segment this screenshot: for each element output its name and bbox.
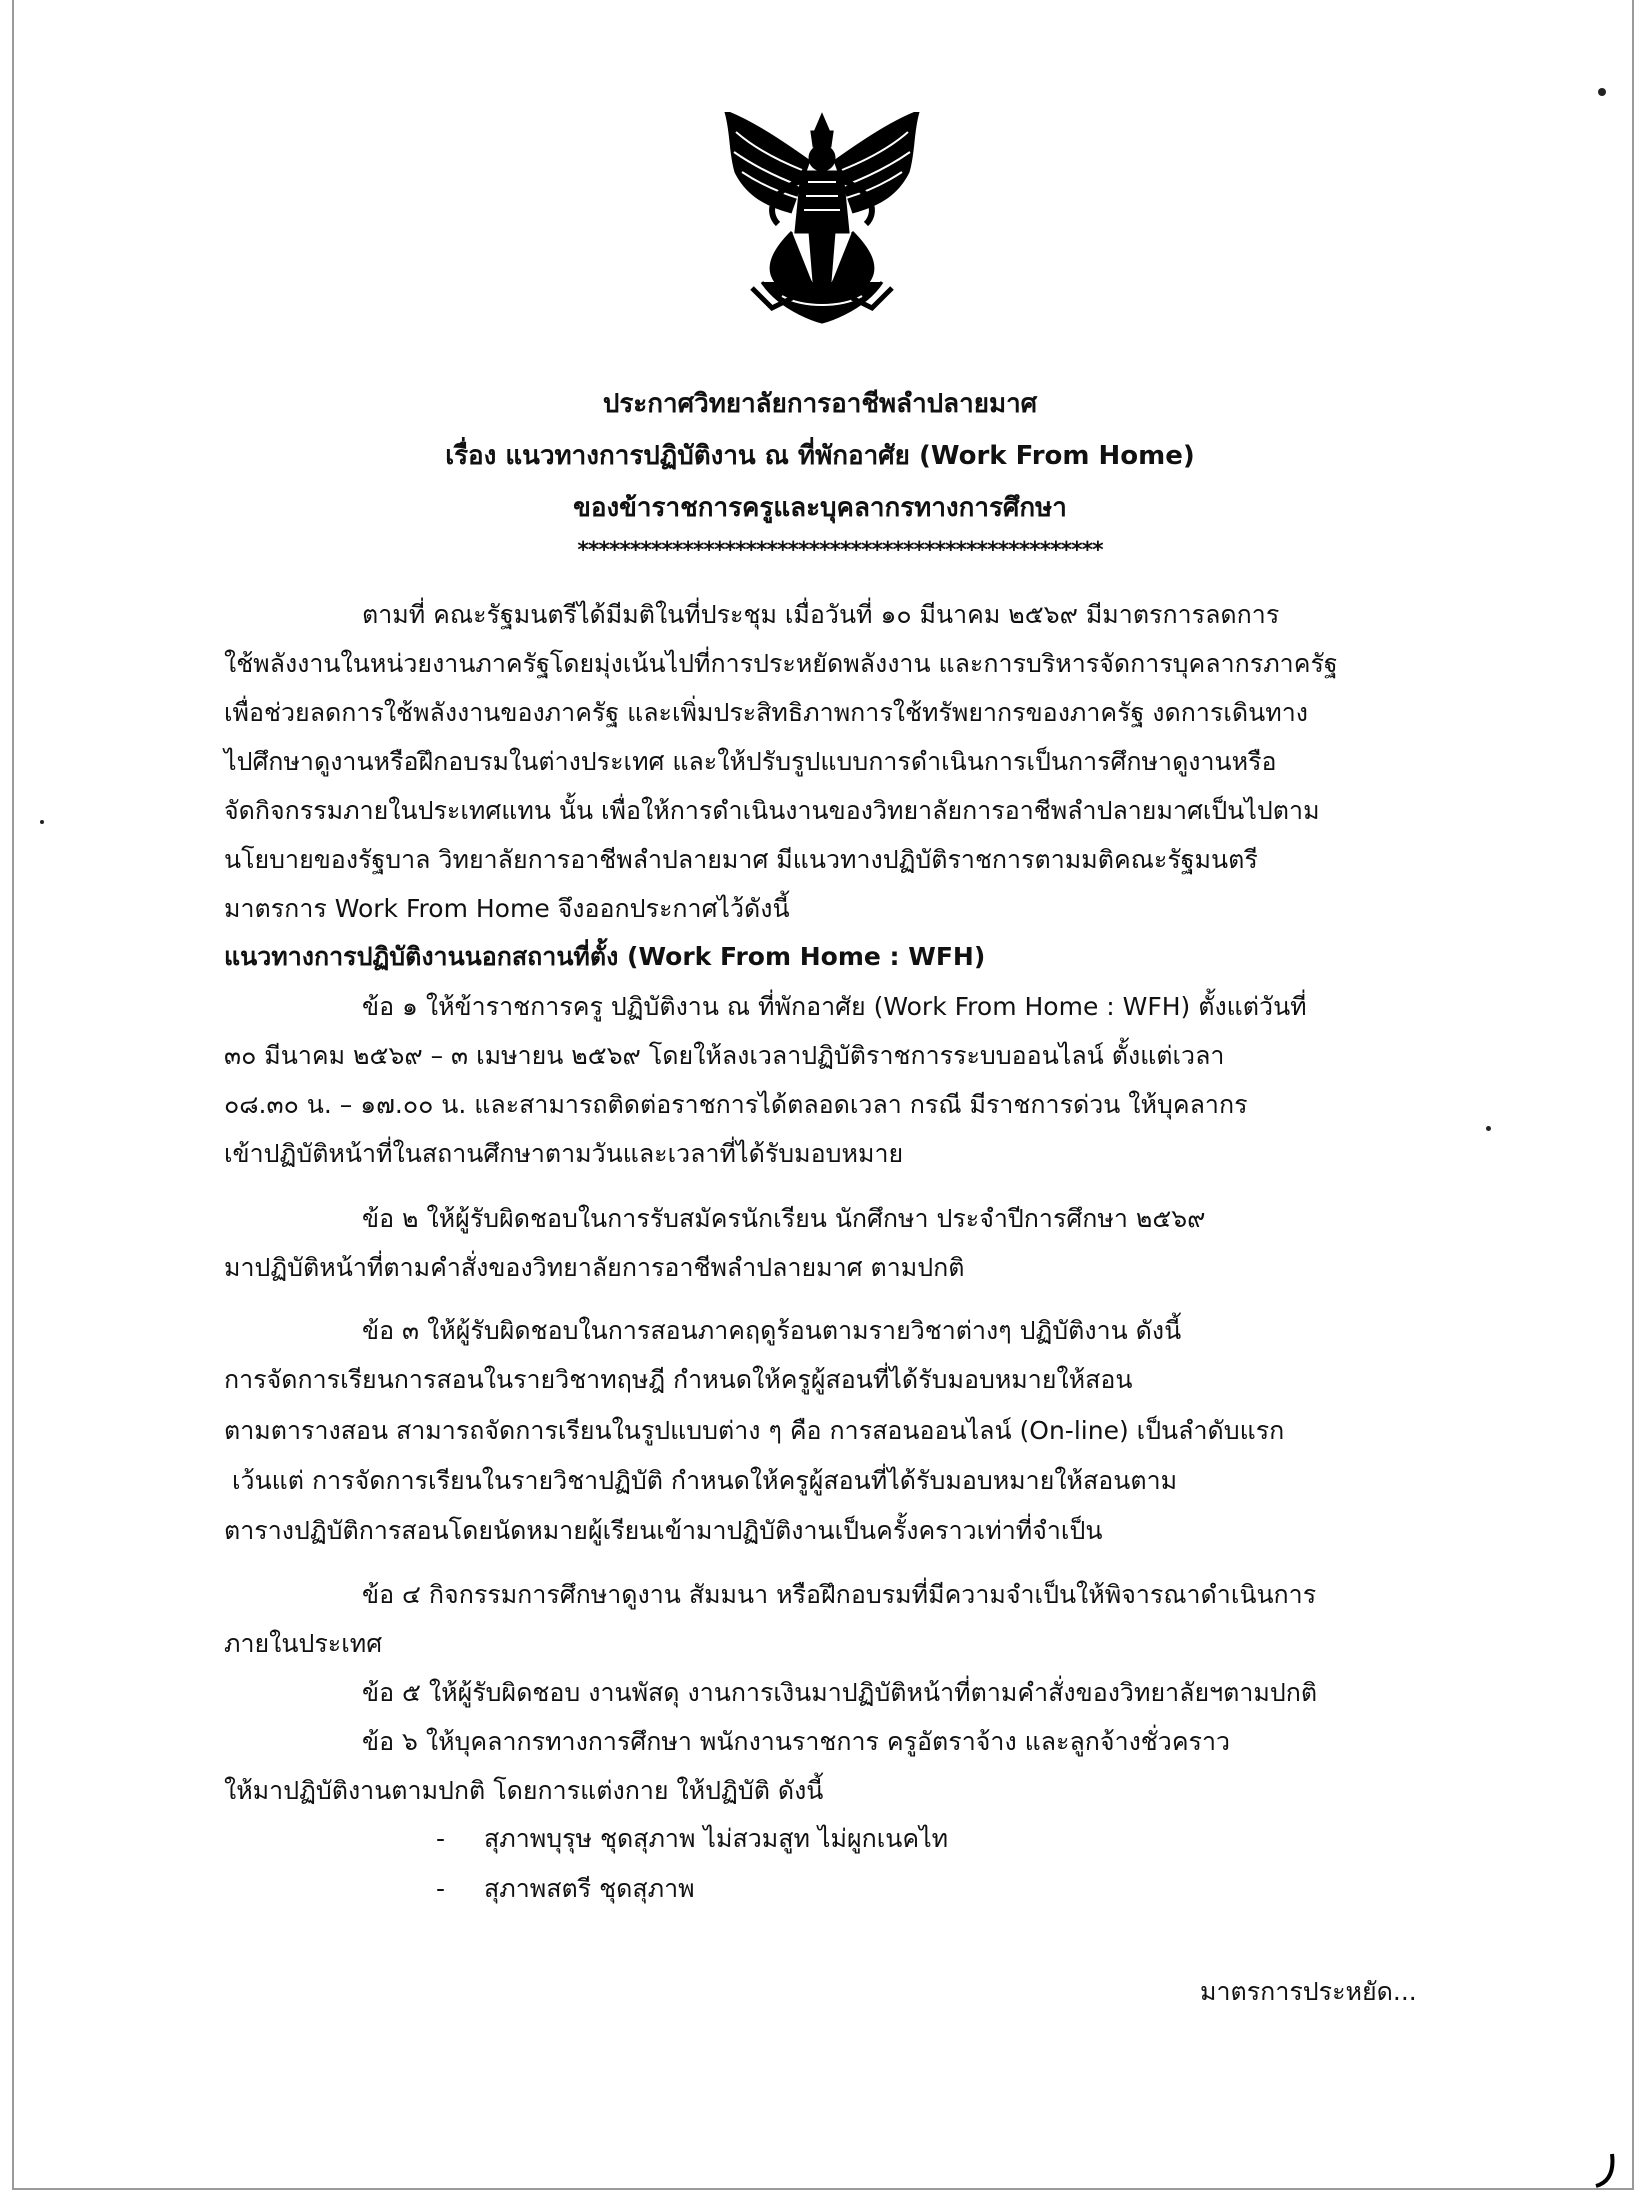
intro-line-4: ไปศึกษาดูงานหรือฝึกอบรมในต่างประเทศ และให้ปรับรูปแบบการดำเนินการเป็นการศึกษาดูงานหรือ — [224, 747, 1277, 776]
scan-speck — [1486, 1126, 1491, 1131]
announcement-subject: เรื่อง แนวทางการปฏิบัติงาน ณ ที่พักอาศัย (Work From Home) — [445, 441, 1195, 471]
item3-line-2: การจัดการเรียนการสอนในรายวิชาทฤษฎี กำหนดให้ครูผู้สอนที่ได้รับมอบหมายให้สอน — [224, 1365, 1133, 1394]
section-heading: แนวทางการปฏิบัติงานนอกสถานที่ตั้ง (Work From Home : WFH) — [224, 942, 986, 971]
announcement-title: ประกาศวิทยาลัยการอาชีพลำปลายมาศ — [602, 389, 1038, 419]
garuda-emblem-icon — [722, 112, 922, 332]
item6-line-1: ข้อ ๖ ให้บุคลากรทางการศึกษา พนักงานราชการ ครูอัตราจ้าง และลูกจ้างชั่วคราว — [362, 1727, 1231, 1756]
continuation-text: มาตรการประหยัด... — [1200, 1977, 1417, 2006]
page-curl-mark-icon — [1592, 2152, 1618, 2188]
item1-line-4: เข้าปฏิบัติหน้าที่ในสถานศึกษาตามวันและเวลาที่ได้รับมอบหมาย — [224, 1139, 904, 1168]
item6-line-2: ให้มาปฏิบัติงานตามปกติ โดยการแต่งกาย ให้ปฏิบัติ ดังนี้ — [224, 1776, 824, 1805]
separator-line: ************************************************** — [577, 538, 1103, 563]
announcement-audience: ของข้าราชการครูและบุคลากรทางการศึกษา — [573, 493, 1067, 523]
item4-line-1: ข้อ ๔ กิจกรรมการศึกษาดูงาน สัมมนา หรือฝึกอบรมที่มีความจำเป็นให้พิจารณาดำเนินการ — [362, 1580, 1317, 1609]
bullet-item-2: สุภาพสตรี ชุดสุภาพ — [484, 1874, 695, 1903]
intro-line-2: ใช้พลังงานในหน่วยงานภาครัฐโดยมุ่งเน้นไปที่การประหยัดพลังงาน และการบริหารจัดการบุคลากรภาครัฐ — [224, 649, 1338, 678]
intro-line-5: จัดกิจกรรมภายในประเทศแทน นั้น เพื่อให้การดำเนินงานของวิทยาลัยการอาชีพลำปลายมาศเป็นไปตาม — [224, 796, 1320, 825]
item5-line-1: ข้อ ๕ ให้ผู้รับผิดชอบ งานพัสดุ งานการเงินมาปฏิบัติหน้าที่ตามคำสั่งของวิทยาลัยฯตามปกติ — [362, 1678, 1318, 1707]
item2-line-1: ข้อ ๒ ให้ผู้รับผิดชอบในการรับสมัครนักเรียน นักศึกษา ประจำปีการศึกษา ๒๕๖๙ — [362, 1204, 1206, 1233]
intro-line-1: ตามที่ คณะรัฐมนตรีได้มีมติในที่ประชุม เมื่อวันที่ ๑๐ มีนาคม ๒๕๖๙ มีมาตรการลดการ — [362, 600, 1280, 629]
item3-line-4: เว้นแต่ การจัดการเรียนในรายวิชาปฏิบัติ กำหนดให้ครูผู้สอนที่ได้รับมอบหมายให้สอนตาม — [232, 1466, 1178, 1495]
bullet-item-1: สุภาพบุรุษ ชุดสุภาพ ไม่สวมสูท ไม่ผูกเนคไท — [484, 1824, 949, 1853]
bullet-marker-1: - — [436, 1824, 446, 1853]
intro-line-6: นโยบายของรัฐบาล วิทยาลัยการอาชีพลำปลายมาศ มีแนวทางปฏิบัติราชการตามมติคณะรัฐมนตรี — [224, 845, 1258, 874]
intro-line-3: เพื่อช่วยลดการใช้พลังงานของภาครัฐ และเพิ่มประสิทธิภาพการใช้ทรัพยากรของภาครัฐ งดการเดินทาง — [224, 698, 1308, 727]
item1-line-1: ข้อ ๑ ให้ข้าราชการครู ปฏิบัติงาน ณ ที่พักอาศัย (Work From Home : WFH) ตั้งแต่วันที่ — [362, 992, 1307, 1021]
item3-line-3: ตามตารางสอน สามารถจัดการเรียนในรูปแบบต่าง ๆ คือ การสอนออนไลน์ (On-line) เป็นลำดับแรก — [224, 1416, 1285, 1445]
item2-line-2: มาปฏิบัติหน้าที่ตามคำสั่งของวิทยาลัยการอาชีพลำปลายมาศ ตามปกติ — [224, 1253, 965, 1282]
item1-line-2: ๓๐ มีนาคม ๒๕๖๙ – ๓ เมษายน ๒๕๖๙ โดยให้ลงเวลาปฏิบัติราชการระบบออนไลน์ ตั้งแต่เวลา — [224, 1041, 1225, 1070]
scan-speck — [40, 820, 44, 824]
intro-line-7: มาตรการ Work From Home จึงออกประกาศไว้ดังนี้ — [224, 894, 790, 923]
item4-line-2: ภายในประเทศ — [224, 1629, 383, 1658]
scan-speck — [1598, 88, 1606, 96]
item3-line-5: ตารางปฏิบัติการสอนโดยนัดหมายผู้เรียนเข้ามาปฏิบัติงานเป็นครั้งคราวเท่าที่จำเป็น — [224, 1516, 1103, 1545]
item1-line-3: ๐๘.๓๐ น. – ๑๗.๐๐ น. และสามารถติดต่อราชการได้ตลอดเวลา กรณี มีราชการด่วน ให้บุคลากร — [224, 1090, 1248, 1119]
item3-line-1: ข้อ ๓ ให้ผู้รับผิดชอบในการสอนภาคฤดูร้อนตามรายวิชาต่างๆ ปฏิบัติงาน ดังนี้ — [362, 1316, 1182, 1345]
bullet-marker-2: - — [436, 1874, 446, 1903]
